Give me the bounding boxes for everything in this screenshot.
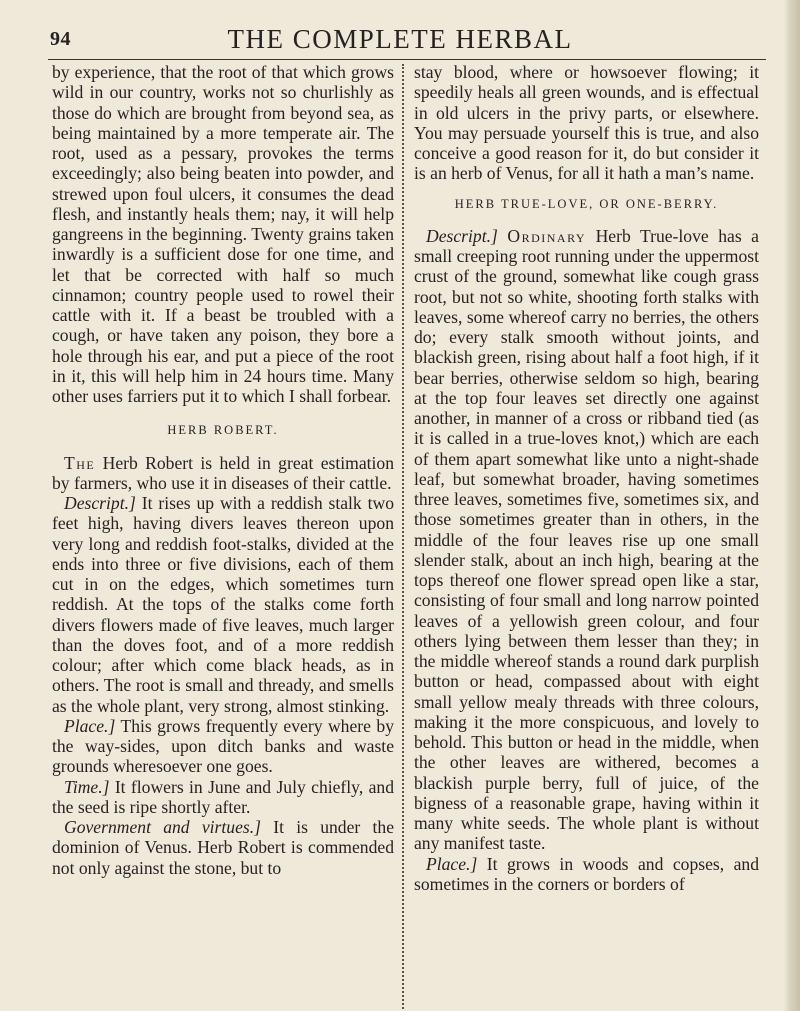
paragraph-radish-uses: by experience, that the root of that which grows wild in our country, works not so churlishly as those do which are brought from beyond sea, as being maintained by a more temperate air. The root, used as a pessary, provokes the terms exceedingly; also being beaten into powder, and strewed upon foul ulcers, it consumes the dead flesh, and instantly heals them; nay, it will help gangreens in the beginning. Twenty grains taken inwardly is a sufficient dose for one time, and let that be corrected with half so much cinnamon; country people used to rowel their cattle with it. If a beast be troubled with a cough, or have taken any poison, they bore a hole through his ear, and put a piece of the root in it, this will help him in 24 hours time. Many other uses farriers put it to which I shall forbear. bbox=[52, 62, 394, 406]
paragraph-robert-place bbox=[52, 716, 394, 777]
heading-herb-true-love: HERB TRUE-LOVE, OR ONE-BERRY. bbox=[454, 196, 719, 211]
place-text: This grows frequently every where by the way-sides, upon ditch banks and waste grounds wheresoever one goes. bbox=[52, 715, 394, 777]
government-label: Government and virtues.] bbox=[64, 817, 261, 837]
time-text: It flowers in June and July chiefly, and the seed is ripe shortly after. bbox=[52, 776, 394, 817]
paragraph-true-love-place bbox=[414, 854, 759, 895]
page-header bbox=[0, 0, 800, 62]
drop-word: The bbox=[64, 452, 96, 473]
right-column bbox=[414, 62, 759, 894]
place-text: It grows in woods and copses, and sometimes in the corners or borders of bbox=[414, 853, 759, 894]
place-label: Place.] bbox=[426, 853, 478, 874]
time-label: Time.] bbox=[64, 776, 110, 797]
descript-text: It rises up with a reddish stalk two feet high, having divers leaves thereon upon very long and reddish foot-stalks, divided at the ends into three or five divisions, each of them cut in on the edges, which sometimes turn reddish. At the tops of the stalks come forth divers flowers made of five leaves, much larger than the doves foot, and of a more reddish colour; after which come black heads, as in others. The root is small and thready, and smells as the whole plant, very strong, almost stinking. bbox=[52, 493, 394, 716]
column-divider bbox=[402, 64, 404, 1009]
drop-word: Ordinary bbox=[507, 225, 587, 246]
government-text: It is under the dominion of Venus. Herb Robert is commended not only against the stone, but to bbox=[52, 817, 394, 878]
descript-label: Descript.] bbox=[426, 225, 498, 246]
paragraph-robert-continued: stay blood, where or howsoever flowing; it speedily heals all green wounds, and is effectual in old ulcers in the privy parts, or elsewhere. You may persuade yourself this is true, and also conceive a good reason for it, do but consider it is an herb of Venus, for all it hath a man’s name. bbox=[414, 62, 759, 184]
paragraph-robert-government bbox=[52, 817, 394, 878]
intro-text: Herb Robert is held in great estimation by farmers, who use it in diseases of their cattle. bbox=[52, 452, 394, 493]
page-edge-shadow bbox=[784, 0, 800, 1011]
page-number: 94 bbox=[50, 28, 71, 50]
paragraph-robert-time bbox=[52, 777, 394, 818]
paragraph-herb-robert-intro bbox=[52, 453, 394, 494]
descript-label: Descript.] bbox=[64, 493, 136, 513]
descript-text: Herb True-love has a small creeping root running under the uppermost crust of the ground, somewhat like cough grass root, but not so white, shooting forth stalks with leaves, some whereof carry no berries, the others do; every stalk smooth without joints, and blackish green, rising about half a foot high, if it bear berries, otherwise seldom so high, bearing at the top four leaves set directly one against another, in manner of a cross or ribband tied (as it is called in a true-loves knot,) which are each of them apart somewhat like unto a night-shade leaf, but somewhat broader, having sometimes three leaves, sometimes five, sometimes six, and those sometimes greater than in others, in the middle of the four leaves rise up one small slender stalk, about an inch high, bearing at the tops thereof one flower spread open like a star, consisting of four small and long narrow pointed leaves of a yellowish green colour, and four others lying between them lesser than they; in the middle whereof stands a round dark purplish button or head, compassed about with eight small yellow mealy threads with three colours, making it the more conspicuous, and lovely to behold. This button or head in the middle, when the other leaves are withered, becomes a blackish purple berry, full of juice, of the bigness of a reasonable grape, having within it many white seeds. The whole plant is without any manifest taste. bbox=[414, 225, 759, 854]
header-rule bbox=[48, 59, 766, 60]
heading-herb-robert: HERB ROBERT. bbox=[167, 423, 279, 438]
running-title: THE COMPLETE HERBAL bbox=[227, 24, 573, 54]
paragraph-robert-description bbox=[52, 493, 394, 716]
place-label: Place.] bbox=[64, 715, 116, 736]
left-column bbox=[52, 62, 394, 878]
paragraph-true-love-description bbox=[414, 226, 759, 854]
